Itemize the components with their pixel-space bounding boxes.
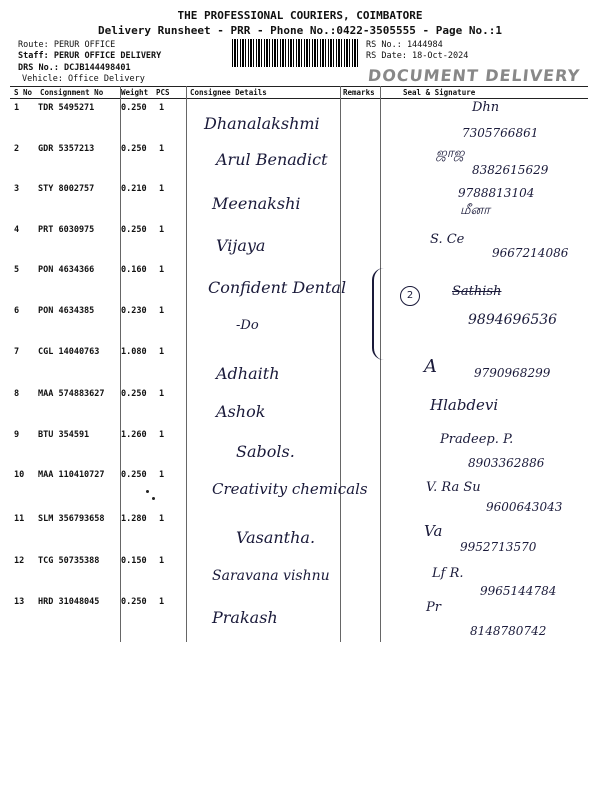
row-phone: 7305766861 [462,126,539,140]
table-header-border [10,98,588,99]
row-signature: Va [424,522,443,540]
col-separator [380,86,381,642]
row-phone: 9667214086 [492,246,569,260]
row-consignment: TCG 50735388 [38,556,100,566]
circled-count: 2 [400,286,420,306]
row-consignee-handwritten: Ashok [216,402,266,421]
row-weight: 0.250 [121,225,147,235]
row-consignee-handwritten: Adhaith [216,364,280,383]
row-weight: 1.280 [121,514,147,524]
row-sno: 3 [14,184,20,194]
col-header-signature: Seal & Signature [403,88,476,97]
table-top-border [10,86,588,87]
row-phone: 8148780742 [470,624,547,638]
col-header-pcs: PCS [156,88,170,97]
row-pcs: 1 [159,597,165,607]
row-consignee-handwritten: Sabols. [236,442,295,461]
row-sno: 12 [14,556,25,566]
row-weight: 0.160 [121,265,147,275]
row-signature: S. Ce [430,232,465,247]
row-signature: Sathish [452,284,502,299]
col-separator [186,86,187,642]
drs-number: DRS No.: DCJB144498401 [18,63,131,73]
col-separator [340,86,341,642]
row-signature: Hlabdevi [430,396,499,414]
row-sno: 9 [14,430,20,440]
row-consignee-handwritten: Confident Dental [208,278,347,297]
row-consignee-handwritten: Dhanalakshmi [204,114,320,133]
row-pcs: 1 [159,389,165,399]
row-consignee-handwritten: Vijaya [216,236,266,255]
barcode [232,39,358,67]
rs-date: RS Date: 18-Oct-2024 [366,51,469,61]
row-consignee-handwritten: Vasantha. [236,528,316,547]
row-signature: ஜாஜ [436,146,465,161]
row-signature: A [424,356,437,377]
row-consignment: BTU 354591 [38,430,90,440]
row-weight: 1.080 [121,347,147,357]
row-phone: 9788813104 [458,186,535,200]
row-consignee-handwritten: Saravana vishnu [212,568,330,584]
grouping-brace [372,268,400,360]
row-phone: 8382615629 [472,163,549,177]
row-weight: 0.250 [121,597,147,607]
row-sno: 6 [14,306,20,316]
row-weight: 0.230 [121,306,147,316]
row-sno: 10 [14,470,25,480]
row-consignee-handwritten: Arul Benadict [216,150,328,169]
staff-label: Staff: PERUR OFFICE DELIVERY [18,51,162,61]
row-consignee-handwritten: Prakash [212,608,278,627]
row-signature: Dhn [472,100,500,115]
rs-number: RS No.: 1444984 [366,40,443,50]
row-signature: மீனா [460,203,490,218]
row-pcs: 1 [159,144,165,154]
row-consignment: PRT 6030975 [38,225,95,235]
row-pcs: 1 [159,103,165,113]
row-sno: 2 [14,144,20,154]
row-phone: 9790968299 [474,366,551,380]
row-signature: Lf R. [432,566,464,581]
row-sno: 8 [14,389,20,399]
row-consignment: STY 8002757 [38,184,95,194]
row-consignment: SLM 356793658 [38,514,105,524]
row-consignment: PON 4634385 [38,306,95,316]
row-pcs: 1 [159,306,165,316]
row-consignment: TDR 5495271 [38,103,95,113]
col-header-weight: Weight [121,88,149,97]
row-consignment: MAA 574883627 [38,389,105,399]
row-signature: Pr [426,600,441,615]
row-sno: 5 [14,265,20,275]
route-label: Route: PERUR OFFICE [18,40,116,50]
row-weight: 0.250 [121,144,147,154]
row-phone: 9952713570 [460,540,537,554]
row-pcs: 1 [159,225,165,235]
row-consignment: PON 4634366 [38,265,95,275]
row-sno: 13 [14,597,25,607]
row-weight: 1.260 [121,430,147,440]
row-weight: 0.250 [121,103,147,113]
row-phone: 9965144784 [480,584,557,598]
row-signature: Pradeep. P. [440,432,514,447]
row-pcs: 1 [159,556,165,566]
col-header-consignment: Consignment No [40,88,104,97]
col-header-consignee: Consignee Details [190,88,267,97]
row-phone: 9894696536 [468,312,558,328]
company-title: THE PROFESSIONAL COURIERS, COIMBATORE [177,9,423,22]
document-delivery-stamp: DOCUMENT DELIVERY [367,66,582,85]
row-phone: 8903362886 [468,456,545,470]
row-consignee-handwritten: Creativity chemicals [212,480,368,498]
vehicle-label: Vehicle: Office Delivery [22,74,145,84]
row-consignee-handwritten: Meenakshi [212,194,301,213]
row-sno: 11 [14,514,25,524]
row-consignee-handwritten: -Do [236,318,259,333]
ink-dot [146,490,149,493]
row-sno: 4 [14,225,20,235]
row-pcs: 1 [159,184,165,194]
row-weight: 0.210 [121,184,147,194]
row-weight: 0.150 [121,556,147,566]
row-consignment: MAA 110410727 [38,470,105,480]
row-pcs: 1 [159,265,165,275]
row-pcs: 1 [159,514,165,524]
row-consignment: HRD 31048045 [38,597,100,607]
row-phone: 9600643043 [486,500,563,514]
row-signature: V. Ra Su [426,480,481,495]
row-weight: 0.250 [121,389,147,399]
col-header-remarks: Remarks [343,88,375,97]
row-pcs: 1 [159,470,165,480]
row-consignment: GDR 5357213 [38,144,95,154]
ink-dot [152,497,155,500]
row-weight: 0.250 [121,470,147,480]
row-consignment: CGL 14040763 [38,347,100,357]
row-sno: 1 [14,103,20,113]
col-header-sno: S No [14,88,33,97]
runsheet-subtitle: Delivery Runsheet - PRR - Phone No.:0422-3505555 - Page No.:1 [98,24,502,37]
row-pcs: 1 [159,430,165,440]
row-sno: 7 [14,347,20,357]
row-pcs: 1 [159,347,165,357]
